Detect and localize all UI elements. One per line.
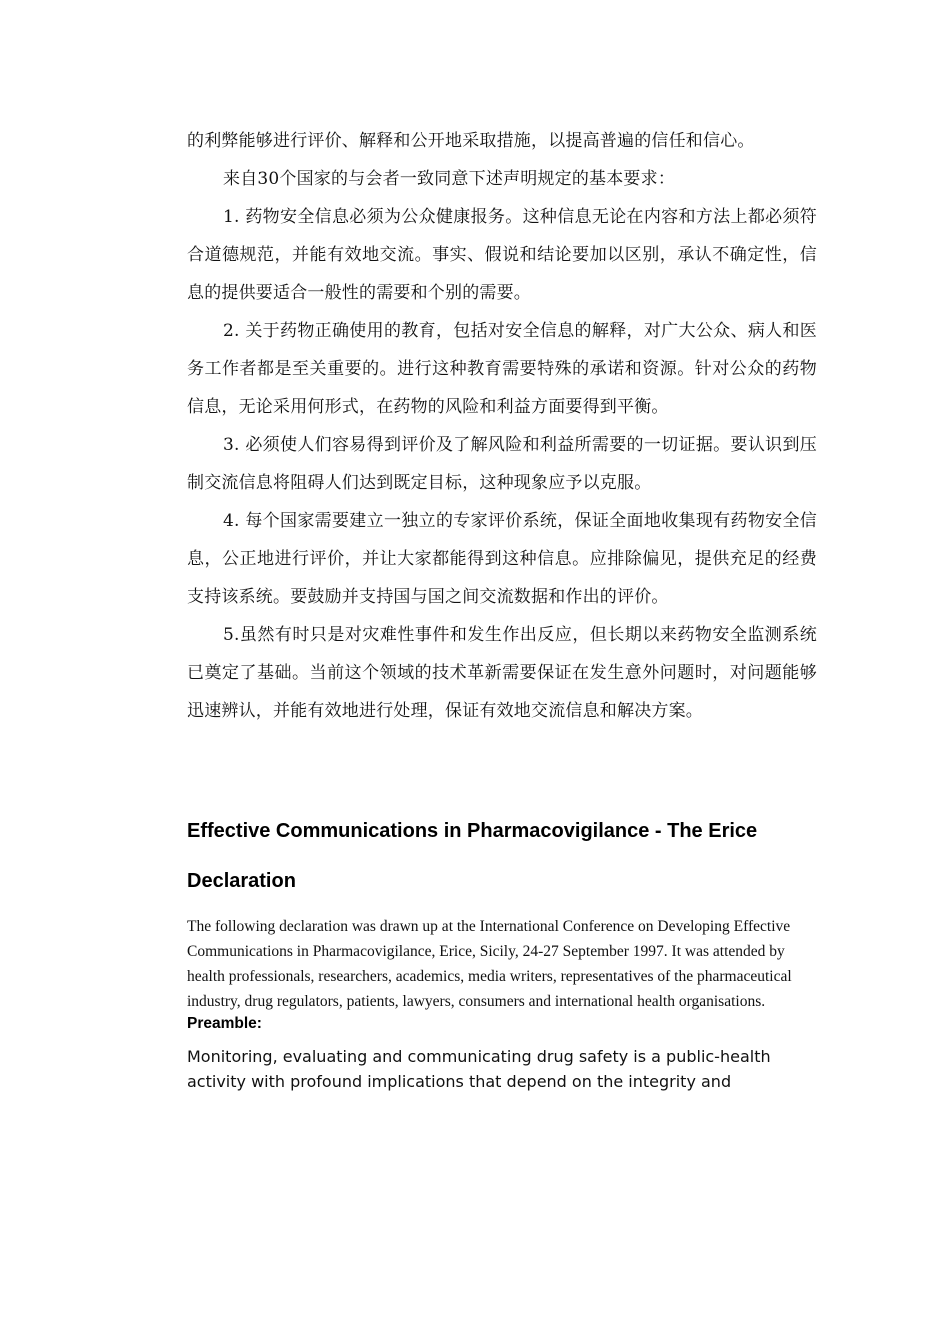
paragraph-item-5: 5.虽然有时只是对灾难性事件和发生作出反应，但长期以来药物安全监测系统已奠定了基础。当前这个领域的技术革新需要保证在发生意外问题时，对问题能够迅速辨认，并能有效地进行处理，保证有效地交流信息和解决方案。 [187, 625, 817, 721]
paragraph-continuation: 的利弊能够进行评价、解释和公开地采取措施，以提高普遍的信任和信心。 [187, 131, 755, 151]
document-page [187, 122, 817, 1094]
paragraph-item-3: 3. 必须使人们容易得到评价及了解风险和利益所需要的一切证据。要认识到压制交流信息将阻碍人们达到既定目标，这种现象应予以克服。 [187, 435, 817, 493]
paragraph-item-4: 4. 每个国家需要建立一独立的专家评价系统，保证全面地收集现有药物安全信息，公正地进行评价，并让大家都能得到这种信息。应排除偏见，提供充足的经费支持该系统。要鼓励并支持国与国之间交流数据和作出的评价。 [187, 511, 817, 607]
intro-paragraph: The following declaration was drawn up at the International Conference on Developing Effective Communications in Pharmacovigilance, Erice, Sicily, 24-27 September 1997. It was attended by health professionals, researchers, academics, media writers, representatives of the pharmaceutical industry, drug regulators, patients, lawyers, consumers and international health organisations. [187, 918, 792, 1010]
paragraph-item-2: 2. 关于药物正确使用的教育，包括对安全信息的解释，对广大公众、病人和医务工作者都是至关重要的。进行这种教育需要特殊的承诺和资源。针对公众的药物信息，无论采用何形式，在药物的风险和利益方面要得到平衡。 [187, 321, 817, 417]
section-spacer [187, 730, 817, 806]
preamble-paragraph: Monitoring, evaluating and communicating drug safety is a public-health activity with profound implications that depend on the integrity and [187, 1047, 771, 1091]
section-heading: Effective Communications in Pharmacovigilance - The Erice Declaration [187, 820, 758, 892]
paragraph-item-1: 1. 药物安全信息必须为公众健康报务。这种信息无论在内容和方法上都必须符合道德规范，并能有效地交流。事实、假说和结论要加以区别，承认不确定性，信息的提供要适合一般性的需要和个别的需要。 [187, 207, 817, 303]
preamble-heading: Preamble: [187, 1015, 262, 1032]
paragraph-participants: 来自30个国家的与会者一致同意下述声明规定的基本要求： [223, 169, 676, 189]
